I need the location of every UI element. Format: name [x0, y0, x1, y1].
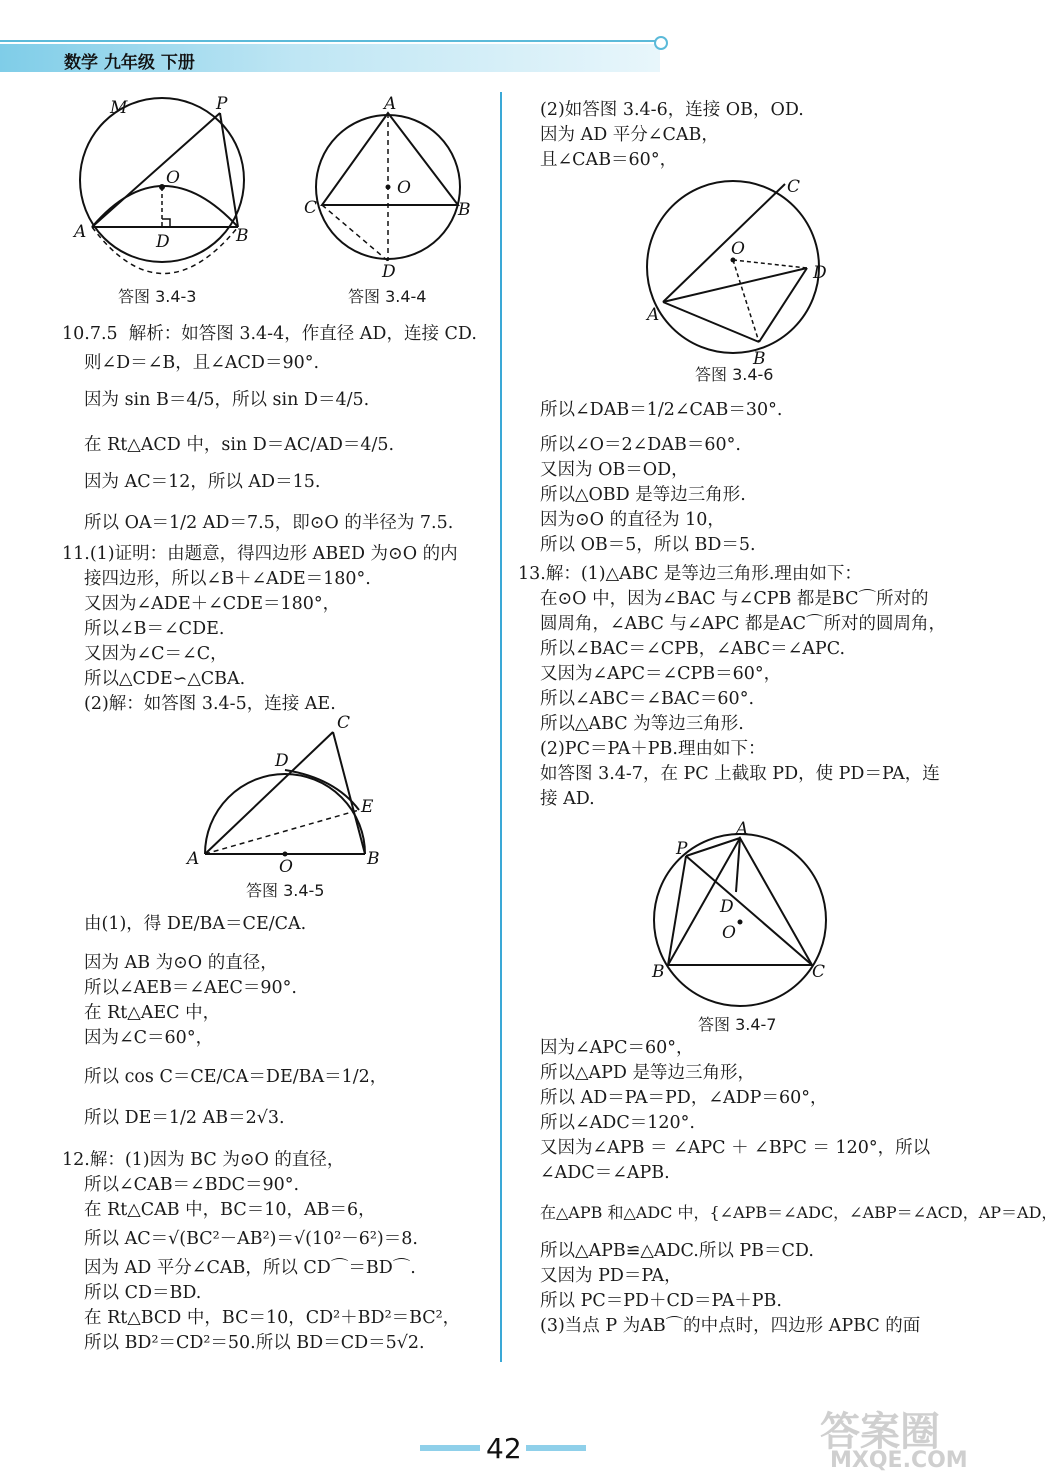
text-line: 又因为 PD＝PA， — [540, 1266, 682, 1286]
text-line: 在 Rt△ACD 中，sin D＝AC/AD＝4/5. — [84, 435, 395, 455]
label-P: P — [676, 839, 688, 859]
label-A: A — [647, 305, 660, 325]
header-dot — [654, 36, 668, 50]
caption-3-4-6: 答图 3.4-6 — [695, 365, 774, 384]
label-C: C — [337, 713, 351, 733]
right-column-c — [518, 562, 946, 812]
text-line: 所以 OB＝5，所以 BD＝5. — [540, 535, 756, 555]
text-line: 因为 AC＝12，所以 AD＝15. — [84, 472, 321, 492]
text-line: 13.解：(1)△ABC 是等边三角形.理由如下： — [518, 564, 862, 584]
label-O: O — [722, 923, 736, 943]
label-M: M — [110, 98, 128, 118]
label-C: C — [812, 962, 826, 982]
text-line: 因为∠C＝60°， — [84, 1028, 214, 1048]
page-number: 42 — [486, 1432, 522, 1465]
label-P: P — [216, 94, 228, 114]
watermark-url: MXQE.COM — [830, 1448, 968, 1473]
label-D: D — [275, 751, 289, 771]
figure-3-4-3 — [70, 95, 260, 280]
text-line: 接四边形，所以∠B＋∠ADE＝180°. — [84, 569, 371, 589]
text-line: 又因为∠ADE＋∠CDE＝180°， — [84, 594, 341, 614]
text-line: 因为⊙O 的直径为 10， — [540, 510, 725, 530]
text-line: 所以△APD 是等边三角形， — [540, 1063, 755, 1083]
header-title: 数学 九年级 下册 — [64, 53, 195, 73]
text-line: 在 Rt△BCD 中，BC＝10，CD²＋BD²＝BC²， — [84, 1308, 461, 1328]
text-line: 因为 AD 平分∠CAB， — [540, 125, 719, 145]
text-line: 所以 DE＝1/2 AB＝2√3. — [84, 1108, 285, 1128]
text-line: 因为 AD 平分∠CAB，所以 CD⌒＝BD⌒. — [84, 1258, 416, 1278]
text-line: 12.解：(1)因为 BC 为⊙O 的直径， — [62, 1150, 345, 1170]
right-column-d — [540, 1036, 1057, 1339]
text-line: (2)PC＝PA＋PB.理由如下： — [540, 739, 766, 759]
text-line: 所以 AD＝PA＝PD，∠ADP＝60°， — [540, 1088, 828, 1108]
label-D: D — [720, 897, 734, 917]
footer-deco-left — [420, 1445, 480, 1451]
label-B: B — [458, 200, 471, 220]
text-line: 又因为∠APB ＝ ∠APC ＋ ∠BPC ＝ 120°，所以 — [540, 1138, 931, 1158]
label-C: C — [787, 177, 801, 197]
caption-3-4-4: 答图 3.4-4 — [348, 287, 427, 306]
left-column-c — [84, 912, 387, 1131]
text-line: 在△APB 和△ADC 中，{∠APB＝∠ADC，∠ABP＝∠ACD，AP＝AD， — [540, 1203, 1057, 1222]
text-line: 10.7.5 解析：如答图 3.4-4，作直径 AD，连接 CD. — [62, 324, 477, 344]
text-line: 则∠D＝∠B，且∠ACD＝90°. — [84, 353, 320, 373]
text-line: 接 AD. — [540, 789, 595, 809]
text-line: 所以∠O＝2∠DAB＝60°. — [540, 435, 741, 455]
column-divider — [500, 92, 502, 1362]
text-line: 所以 CD＝BD. — [84, 1283, 202, 1303]
text-line: 所以∠B＝∠CDE. — [84, 619, 225, 639]
label-A: A — [74, 222, 87, 242]
label-A: A — [384, 94, 397, 114]
text-line: 在⊙O 中，因为∠BAC 与∠CPB 都是BC⌒所对的 — [540, 589, 929, 609]
label-D: D — [813, 263, 827, 283]
header-rule — [0, 40, 660, 42]
text-line: (2)解：如答图 3.4-5，连接 AE. — [84, 694, 336, 714]
text-line: 因为 AB 为⊙O 的直径， — [84, 953, 278, 973]
label-D: D — [156, 232, 170, 252]
label-B: B — [236, 226, 249, 246]
text-line: 所以∠AEB＝∠AEC＝90°. — [84, 978, 297, 998]
text-line: 所以 PC＝PD＋CD＝PA＋PB. — [540, 1291, 782, 1311]
text-line: 所以∠CAB＝∠BDC＝90°. — [84, 1175, 300, 1195]
label-A: A — [187, 849, 200, 869]
text-line: 所以∠DAB＝1/2∠CAB＝30°. — [540, 400, 783, 420]
label-A: A — [736, 819, 749, 839]
figure-3-4-4 — [300, 95, 480, 280]
label-E: E — [361, 797, 374, 817]
figure-3-4-5 — [185, 708, 385, 877]
text-line: 在 Rt△AEC 中， — [84, 1003, 221, 1023]
text-line: 所以∠ABC＝∠BAC＝60°. — [540, 689, 755, 709]
right-column-b — [540, 398, 783, 558]
text-line: 所以 AC＝√(BC²－AB²)＝√(10²－6²)＝8. — [84, 1229, 418, 1249]
caption-3-4-7: 答图 3.4-7 — [698, 1015, 777, 1034]
text-line: 所以 OA＝1/2 AD＝7.5，即⊙O 的半径为 7.5. — [84, 513, 454, 533]
label-B: B — [753, 349, 766, 369]
text-line: 11.(1)证明：由题意，得四边形 ABED 为⊙O 的内 — [62, 544, 458, 564]
footer-deco-right — [526, 1445, 586, 1451]
text-line: (2)如答图 3.4-6，连接 OB，OD. — [540, 100, 804, 120]
text-line: 因为∠APC＝60°， — [540, 1038, 694, 1058]
text-line: 所以∠ADC＝120°. — [540, 1113, 695, 1133]
text-line: 且∠CAB＝60°， — [540, 150, 678, 170]
figure-3-4-7 — [640, 820, 840, 1010]
left-column-a — [62, 322, 477, 536]
text-line: 所以 cos C＝CE/CA＝DE/BA＝1/2， — [84, 1067, 388, 1087]
page-header — [0, 0, 1000, 80]
caption-3-4-3: 答图 3.4-3 — [118, 287, 197, 306]
label-C: C — [304, 198, 318, 218]
text-line: 如答图 3.4-7，在 PC 上截取 PD，使 PD＝PA，连 — [540, 764, 940, 784]
left-column-b — [62, 542, 458, 717]
label-O: O — [731, 239, 745, 259]
right-column-a — [540, 98, 804, 173]
label-B: B — [367, 849, 380, 869]
text-line: 所以△ABC 为等边三角形. — [540, 714, 744, 734]
label-O: O — [397, 178, 411, 198]
text-line: 圆周角，∠ABC 与∠APC 都是AC⌒所对的圆周角， — [540, 614, 946, 634]
text-line: 因为 sin B＝4/5，所以 sin D＝4/5. — [84, 390, 370, 410]
caption-3-4-5: 答图 3.4-5 — [246, 881, 325, 900]
left-column-d — [62, 1148, 460, 1356]
text-line: 在 Rt△CAB 中，BC＝10，AB＝6， — [84, 1200, 376, 1220]
label-O: O — [279, 857, 293, 877]
text-line: 所以 BD²＝CD²＝50.所以 BD＝CD＝5√2. — [84, 1333, 425, 1353]
figure-3-4-6 — [635, 172, 835, 369]
label-D: D — [382, 262, 396, 282]
text-line: ∠ADC＝∠APB. — [540, 1163, 670, 1183]
watermark-logo: 答案圈 — [820, 1409, 940, 1455]
text-line: 又因为∠C＝∠C， — [84, 644, 228, 664]
label-O: O — [166, 168, 180, 188]
text-line: 所以∠BAC＝∠CPB，∠ABC＝∠APC. — [540, 639, 846, 659]
text-line: (3)当点 P 为AB⌒的中点时，四边形 APBC 的面 — [540, 1316, 921, 1336]
text-line: 又因为∠APC＝∠CPB＝60°， — [540, 664, 782, 684]
text-line: 所以△APB≌△ADC.所以 PB＝CD. — [540, 1241, 814, 1261]
text-line: 所以△CDE∽△CBA. — [84, 669, 246, 689]
text-line: 又因为 OB＝OD， — [540, 460, 689, 480]
text-line: 所以△OBD 是等边三角形. — [540, 485, 746, 505]
label-B: B — [652, 962, 665, 982]
text-line: 由(1)，得 DE/BA＝CE/CA. — [84, 914, 307, 934]
